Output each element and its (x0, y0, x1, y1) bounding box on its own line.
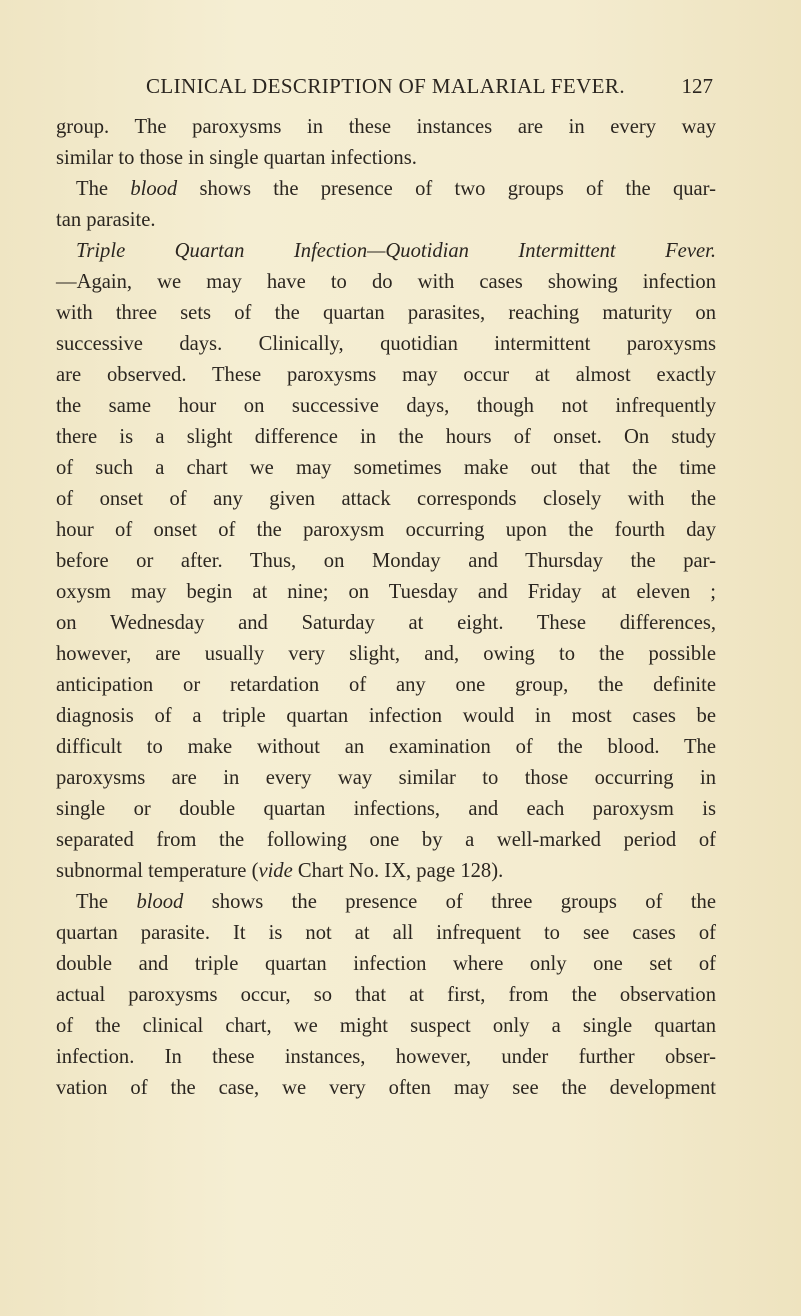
text-line (56, 887, 716, 918)
text-line (56, 1011, 716, 1042)
text-line (56, 1073, 716, 1104)
text-line (56, 546, 716, 577)
text-segment: —Again, we may have to do with cases showing infection (56, 271, 716, 293)
italic-text: blood (130, 178, 178, 200)
text-segment: The (76, 178, 131, 200)
text-segment: are observed. These paroxysms may occur at almost exactly (56, 364, 716, 386)
text-segment: with three sets of the quartan parasites, reaching maturity on (56, 302, 716, 324)
text-segment: oxysm may begin at nine; on Tuesday and Friday at eleven ; (56, 581, 716, 603)
text-line (56, 298, 716, 329)
text-line (56, 701, 716, 732)
text-line (56, 608, 716, 639)
text-line (56, 174, 716, 205)
text-line (56, 670, 716, 701)
italic-text: blood (136, 891, 184, 913)
body-text (56, 112, 716, 1104)
text-line (56, 1042, 716, 1073)
text-line (56, 825, 716, 856)
text-segment: double and triple quartan infection where only one set of (56, 953, 716, 975)
text-segment: the same hour on successive days, though not infrequently (56, 395, 716, 417)
text-segment: infection. In these instances, however, under further obser- (56, 1046, 716, 1068)
text-segment: anticipation or retardation of any one group, the definite (56, 674, 716, 696)
text-segment: shows the presence of three groups of the (183, 891, 716, 913)
text-segment: separated from the following one by a well-marked period of (56, 829, 716, 851)
text-segment: of such a chart we may sometimes make out that the time (56, 457, 716, 479)
text-line (56, 949, 716, 980)
text-line (56, 484, 716, 515)
text-segment: hour of onset of the paroxysm occurring upon the fourth day (56, 519, 716, 541)
text-line (56, 763, 716, 794)
running-head (146, 74, 713, 104)
text-segment: difficult to make without an examination of the blood. The (56, 736, 716, 758)
text-line (56, 329, 716, 360)
text-segment: before or after. Thus, on Monday and Thursday the par- (56, 550, 716, 572)
text-segment: diagnosis of a triple quartan infection would in most cases be (56, 705, 716, 727)
text-line (56, 577, 716, 608)
text-line (56, 856, 716, 887)
text-line (56, 143, 716, 174)
running-title: CLINICAL DESCRIPTION OF MALARIAL FEVER. (146, 74, 625, 98)
text-segment: vation of the case, we very often may see the development (56, 1077, 716, 1099)
text-line (56, 267, 716, 298)
text-line (56, 360, 716, 391)
text-line (56, 515, 716, 546)
text-segment: The (76, 891, 137, 913)
text-line (56, 918, 716, 949)
text-line (56, 794, 716, 825)
text-line (56, 639, 716, 670)
text-segment: shows the presence of two groups of the quar- (177, 178, 716, 200)
page-number: 127 (681, 74, 713, 98)
text-segment: tan parasite. (56, 209, 156, 231)
text-segment: of onset of any given attack corresponds closely with the (56, 488, 716, 510)
text-segment: however, are usually very slight, and, owing to the possible (56, 643, 716, 665)
text-line (56, 422, 716, 453)
italic-text: Triple Quartan Infection—Quotidian Intermittent Fever. (76, 240, 716, 262)
text-segment: Chart No. IX, page 128). (292, 860, 504, 882)
text-line (56, 205, 716, 236)
text-line (56, 236, 716, 267)
text-segment: of the clinical chart, we might suspect only a single quartan (56, 1015, 716, 1037)
text-segment: similar to those in single quartan infections. (56, 147, 417, 169)
italic-text: vide (258, 860, 293, 882)
text-segment: on Wednesday and Saturday at eight. These differences, (56, 612, 716, 634)
text-segment: there is a slight difference in the hours of onset. On study (56, 426, 716, 448)
text-line (56, 453, 716, 484)
text-line (56, 732, 716, 763)
text-segment: quartan parasite. It is not at all infrequent to see cases of (56, 922, 716, 944)
text-segment: single or double quartan infections, and each paroxysm is (56, 798, 716, 820)
text-segment: paroxysms are in every way similar to those occurring in (56, 767, 716, 789)
text-segment: group. The paroxysms in these instances are in every way (56, 116, 716, 138)
text-line (56, 980, 716, 1011)
text-segment: actual paroxysms occur, so that at first, from the observation (56, 984, 716, 1006)
text-line (56, 112, 716, 143)
text-segment: subnormal temperature ( (56, 860, 259, 882)
text-segment: successive days. Clinically, quotidian intermittent paroxysms (56, 333, 716, 355)
text-line (56, 391, 716, 422)
